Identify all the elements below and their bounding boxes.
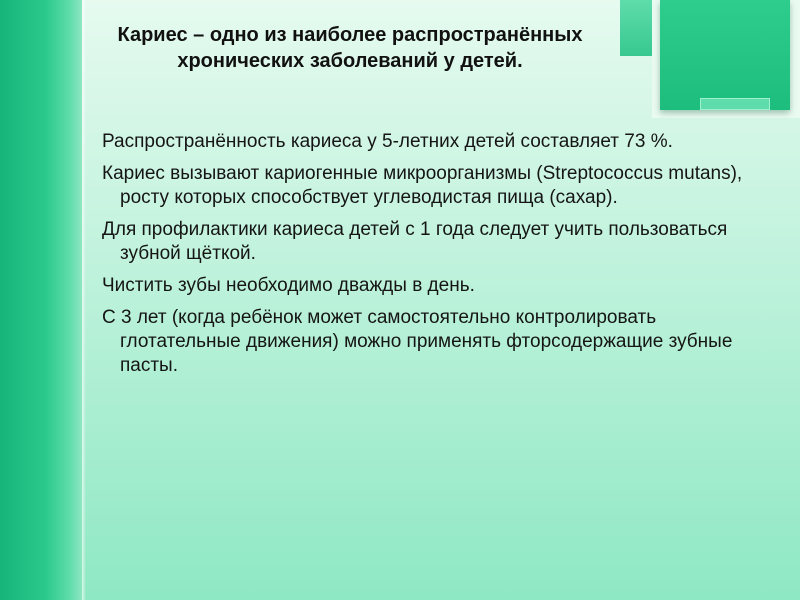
slide-content-list: [102, 130, 770, 386]
corner-decoration-square: [660, 0, 790, 110]
slide-title-line-1: Кариес – одно из наиболее распространённых: [117, 24, 583, 46]
content-item: Для профилактики кариеса детей с 1 года следует учить пользоваться зубной щёткой.: [102, 219, 728, 264]
content-item: С 3 лет (когда ребёнок может самостоятельно контролировать глотательные движения) можно применять фторсодержащие зубные пасты.: [102, 307, 733, 376]
slide-title: [88, 22, 612, 74]
left-accent-bar: [0, 0, 82, 600]
content-item: Чистить зубы необходимо дважды в день.: [102, 275, 475, 296]
left-accent-bar-highlight: [82, 0, 86, 600]
content-item: Распространённость кариеса у 5-летних детей составляет 73 %.: [102, 131, 673, 152]
content-item: Кариес вызывают кариогенные микроорганизмы (Streptococcus mutans), росту которых способствует углеводистая пища (сахар).: [102, 163, 743, 208]
corner-decoration-inner-strip: [700, 98, 770, 110]
slide-title-line-2: хронических заболеваний у детей.: [177, 50, 523, 72]
